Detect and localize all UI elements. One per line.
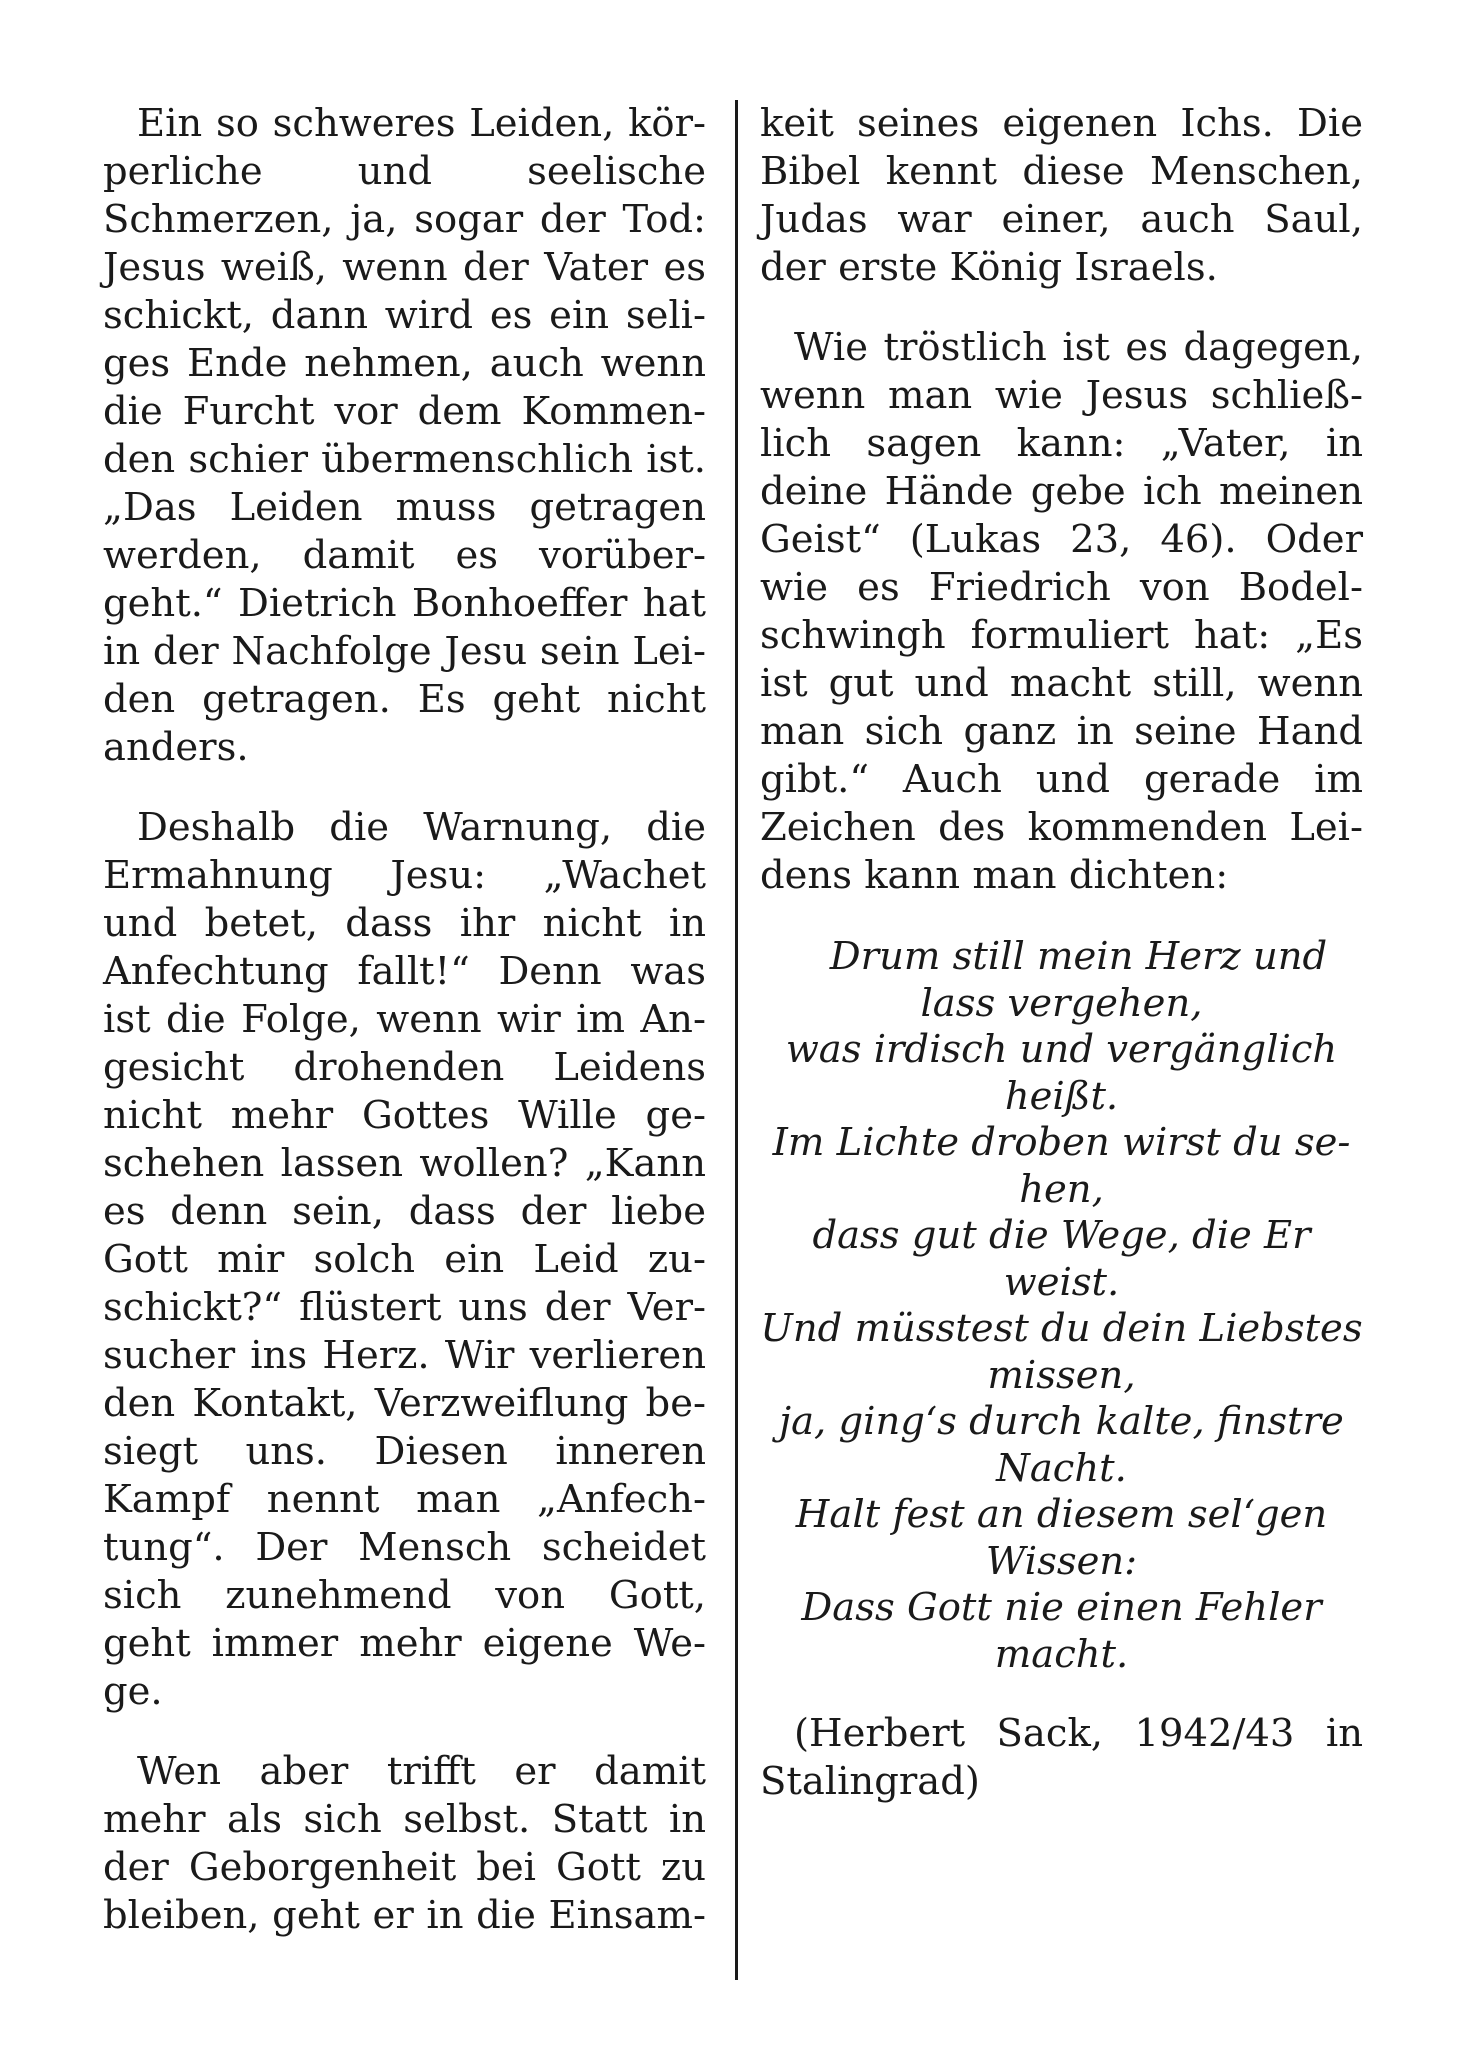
paragraph-5 [760, 324, 1363, 900]
paragraph-4 [760, 100, 1363, 292]
text-line: lich sagen kann: „Vater, in [760, 421, 1363, 466]
text-line: Wie tröstlich ist es dagegen, [794, 325, 1363, 370]
column-divider [735, 100, 738, 1980]
text-line: schehen lassen wollen? „Kann [103, 1141, 706, 1186]
text-line: dens kann man dichten: [760, 853, 1229, 898]
text-line: man sich ganz in seine Hand [760, 709, 1363, 754]
poem-line: was irdisch und vergänglich [785, 1027, 1338, 1072]
text-line: ge. [103, 1669, 163, 1714]
poem-line: Wissen: [985, 1538, 1138, 1584]
paragraph-1 [103, 100, 706, 772]
poem-line: Dass Gott nie einen Fehler [801, 1585, 1322, 1630]
right-column [760, 100, 1363, 1806]
text-line: schwingh formuliert hat: „Es [760, 613, 1363, 658]
text-line: geht immer mehr eigene We- [103, 1621, 706, 1666]
text-line: den schier übermenschlich ist. [103, 437, 706, 482]
text-line: schickt?“ flüstert uns der Ver- [103, 1285, 706, 1330]
text-line: wenn man wie Jesus schließ- [760, 373, 1363, 418]
poem-line: heißt. [1004, 1073, 1119, 1119]
text-line: (Herbert Sack, 1942/43 in [794, 1711, 1363, 1756]
text-line: Kampf nennt man „Anfech- [103, 1477, 706, 1522]
poem-line: ja, ging‘s durch kalte, finstre [779, 1399, 1344, 1444]
text-line: mehr als sich selbst. Statt in [103, 1797, 706, 1842]
paragraph-3 [103, 1748, 706, 1940]
text-line: perliche und seelische [103, 149, 706, 194]
poem-line: Und müsstest du dein Liebstes [760, 1306, 1363, 1351]
paragraph-gap [103, 1716, 706, 1748]
text-line: den getragen. Es geht nicht [103, 677, 706, 722]
poem-line: weist. [1003, 1259, 1120, 1305]
text-line: Ein so schweres Leiden, kör- [137, 101, 706, 146]
text-line: Bibel kennt diese Menschen, [760, 149, 1363, 194]
paragraph-2 [103, 804, 706, 1716]
text-line: keit seines eigenen Ichs. Die [760, 101, 1363, 146]
text-line: Deshalb die Warnung, die [137, 805, 706, 850]
text-line: siegt uns. Diesen inneren [103, 1429, 706, 1474]
text-line: „Das Leiden muss getragen [103, 485, 706, 530]
paragraph-gap [760, 1678, 1363, 1710]
text-line: Geist“ (Lukas 23, 46). Oder [760, 517, 1363, 562]
text-line: ist die Folge, wenn wir im An- [103, 997, 706, 1042]
attribution [760, 1710, 1363, 1806]
text-line: Anfechtung fallt!“ Denn was [103, 949, 706, 994]
text-line: nicht mehr Gottes Wille ge- [103, 1093, 706, 1138]
text-line: in der Nachfolge Jesu sein Lei- [103, 629, 706, 674]
paragraph-gap [760, 292, 1363, 324]
text-line: Gott mir solch ein Leid zu- [103, 1237, 706, 1282]
text-line: geht.“ Dietrich Bonhoeffer hat [103, 581, 706, 626]
text-line: die Furcht vor dem Kommen- [103, 389, 706, 434]
poem-line: Nacht. [996, 1445, 1127, 1491]
text-line: der erste König Israels. [760, 245, 1218, 290]
text-line: den Kontakt, Verzweiflung be- [103, 1381, 706, 1426]
poem [760, 934, 1363, 1678]
poem-line: dass gut die Wege, die Er [812, 1213, 1311, 1258]
text-line: sich zunehmend von Gott, [103, 1573, 706, 1618]
text-line: der Geborgenheit bei Gott zu [103, 1845, 706, 1890]
text-line: Zeichen des kommenden Lei- [760, 805, 1363, 850]
text-line: und betet, dass ihr nicht in [103, 901, 706, 946]
poem-line: lass vergehen, [920, 980, 1203, 1026]
poem-line: Im Lichte droben wirst du se- [772, 1120, 1351, 1165]
poem-line: hen, [1019, 1166, 1104, 1212]
text-line: gibt.“ Auch und gerade im [760, 757, 1363, 802]
text-line: deine Hände gebe ich meinen [760, 469, 1363, 514]
poem-line: Halt fest an diesem sel‘gen [795, 1492, 1328, 1537]
text-line: tung“. Der Mensch scheidet [103, 1525, 706, 1570]
text-line: sucher ins Herz. Wir verlieren [103, 1333, 706, 1378]
text-line: es denn sein, dass der liebe [103, 1189, 706, 1234]
text-line: schickt, dann wird es ein seli- [103, 293, 706, 338]
text-line: ist gut und macht still, wenn [760, 661, 1363, 706]
poem-line: macht. [994, 1631, 1129, 1677]
text-line: bleiben, geht er in die Einsam- [103, 1893, 706, 1938]
text-line: anders. [103, 725, 249, 770]
poem-line: Drum still mein Herz und [829, 934, 1328, 979]
text-line: Judas war einer, auch Saul, [760, 197, 1363, 242]
text-line: ges Ende nehmen, auch wenn [103, 341, 706, 386]
paragraph-gap [760, 900, 1363, 930]
text-line: Wen aber trifft er damit [137, 1749, 706, 1794]
text-line: wie es Friedrich von Bodel- [760, 565, 1363, 610]
text-line: Ermahnung Jesu: „Wachet [103, 853, 706, 898]
text-line: Jesus weiß, wenn der Vater es [103, 245, 706, 290]
text-line: werden, damit es vorüber- [103, 533, 706, 578]
text-line: Stalingrad) [760, 1759, 980, 1804]
poem-line: missen, [987, 1352, 1136, 1398]
left-column [103, 100, 706, 1940]
paragraph-gap [103, 772, 706, 804]
text-line: Schmerzen, ja, sogar der Tod: [103, 197, 706, 242]
text-line: gesicht drohenden Leidens [103, 1045, 706, 1090]
